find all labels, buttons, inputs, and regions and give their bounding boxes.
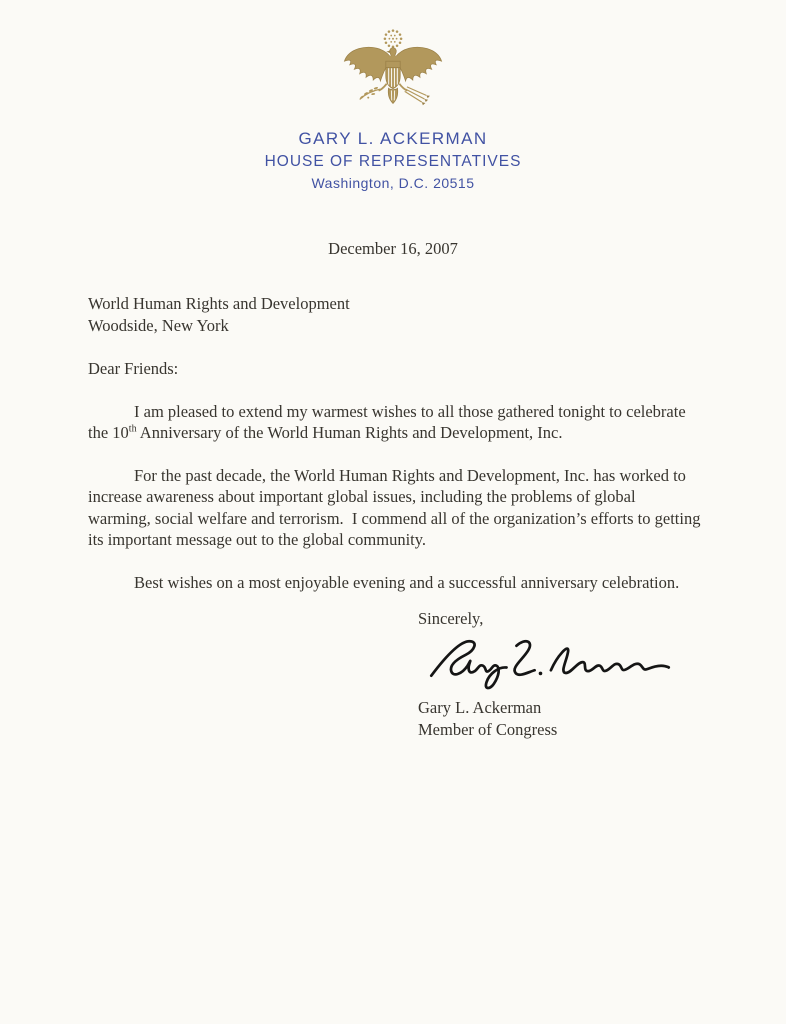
closing-block xyxy=(418,608,702,740)
paragraph-1 xyxy=(88,401,702,444)
salutation: Dear Friends: xyxy=(88,359,179,378)
paragraph-1-text: I am pleased to extend my warmest wishes to all those gathered tonight to celebrate the 10 xyxy=(88,401,690,442)
letterhead-name: GARY L. ACKERMAN xyxy=(298,129,488,148)
date-line: December 16, 2007 xyxy=(328,239,458,258)
letterhead-office: HOUSE OF REPRESENTATIVES xyxy=(264,153,522,170)
signer-name: Gary L. Ackerman xyxy=(418,698,542,717)
paragraph-2: For the past decade, the World Human Rights and Development, Inc. has worked to increase awareness about important global issues, including the problems of global warming, social welfare and terrorism. I commend all of the organization’s efforts to getting its important message out to the global community. xyxy=(88,465,705,549)
closing: Sincerely, xyxy=(418,609,484,628)
recipient-line-2: Woodside, New York xyxy=(88,315,229,335)
paragraph-1-text-cont: Anniversary of the World Human Rights and Development, Inc. xyxy=(136,423,563,442)
letterhead xyxy=(0,27,786,191)
recipient-line-1: World Human Rights and Development xyxy=(88,294,350,313)
great-seal-eagle-icon xyxy=(337,27,449,117)
recipient-block xyxy=(88,293,702,336)
handwritten-signature xyxy=(416,634,684,692)
signer-title: Member of Congress xyxy=(418,719,558,739)
signature-block xyxy=(418,697,702,740)
ordinal-superscript: th xyxy=(128,423,137,435)
paragraph-3: Best wishes on a most enjoyable evening and a successful anniversary celebration. xyxy=(134,572,680,592)
letterhead-city: Washington, D.C. 20515 xyxy=(311,175,475,191)
letter-body xyxy=(88,293,705,740)
